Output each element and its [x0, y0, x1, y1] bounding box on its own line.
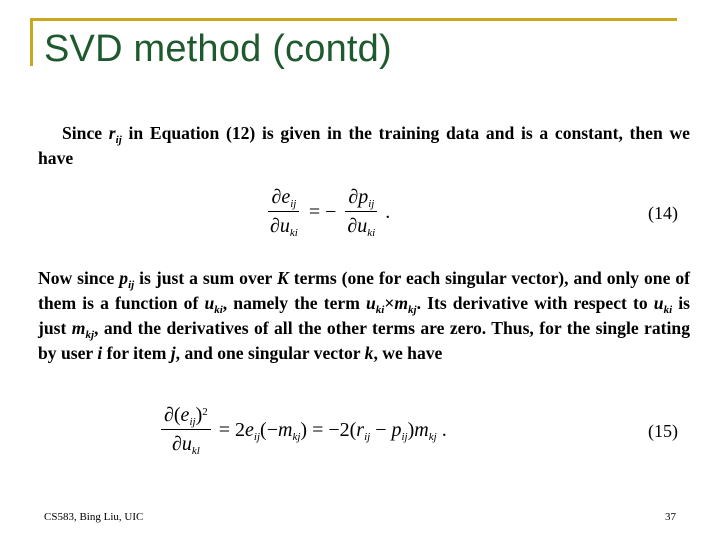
- footer-course-label: CS583, Bing Liu, UIC: [44, 511, 144, 523]
- fraction-dp-du: $\frac{\partial p_{ij}}{\partial u_{ki}}$: [344, 186, 378, 238]
- equation-15-number: (15): [648, 421, 678, 441]
- paragraph-constant-rating: Since $r_{ij}$ in Equation (12) is given in the training data and is a constant, then we have: [38, 123, 690, 168]
- equation-14-number: (14): [648, 203, 678, 223]
- fraction-de-du: $\frac{\partial e_{ij}}{\partial u_{ki}}$: [270, 186, 298, 239]
- title-frame-top-line: [30, 18, 677, 21]
- fraction-de2-du: $\frac{\partial(e_{ij})^2}{\partial u_{kl}}$: [161, 404, 211, 456]
- title-frame-left-line: [30, 18, 33, 66]
- equation-14: $\frac{\partial e_{ij}}{\partial u_{ki}}$ = − $\frac{\partial p_{ij}}{\partial u_{ki}}$ .: [264, 186, 390, 238]
- symbol-r-ij: $r_{ij}$: [108, 123, 122, 146]
- paragraph-derivative-explanation: Now since $p_{ij}$ is just a sum over K terms (one for each singular vector), and only one of them is a function of $u_{ki}$, namely the term $u_{ki}\times m_{kj}$. Its derivative with respect to $u_{ki}$ is just $m_{kj}$, and the derivatives of all the other terms are zero. Thus, for the single rating by user i for item j, and one singular vector k, we have: [38, 268, 690, 363]
- equation-15: $\frac{\partial(e_{ij})^2}{\partial u_{kl}}$ = $2e_{ij}(-m_{kj})$ = $-2(r_{ij} - p_{ij})m_{kj}$ .: [158, 404, 447, 456]
- slide-title: SVD method (contd): [44, 28, 392, 70]
- page-number: 37: [665, 511, 676, 523]
